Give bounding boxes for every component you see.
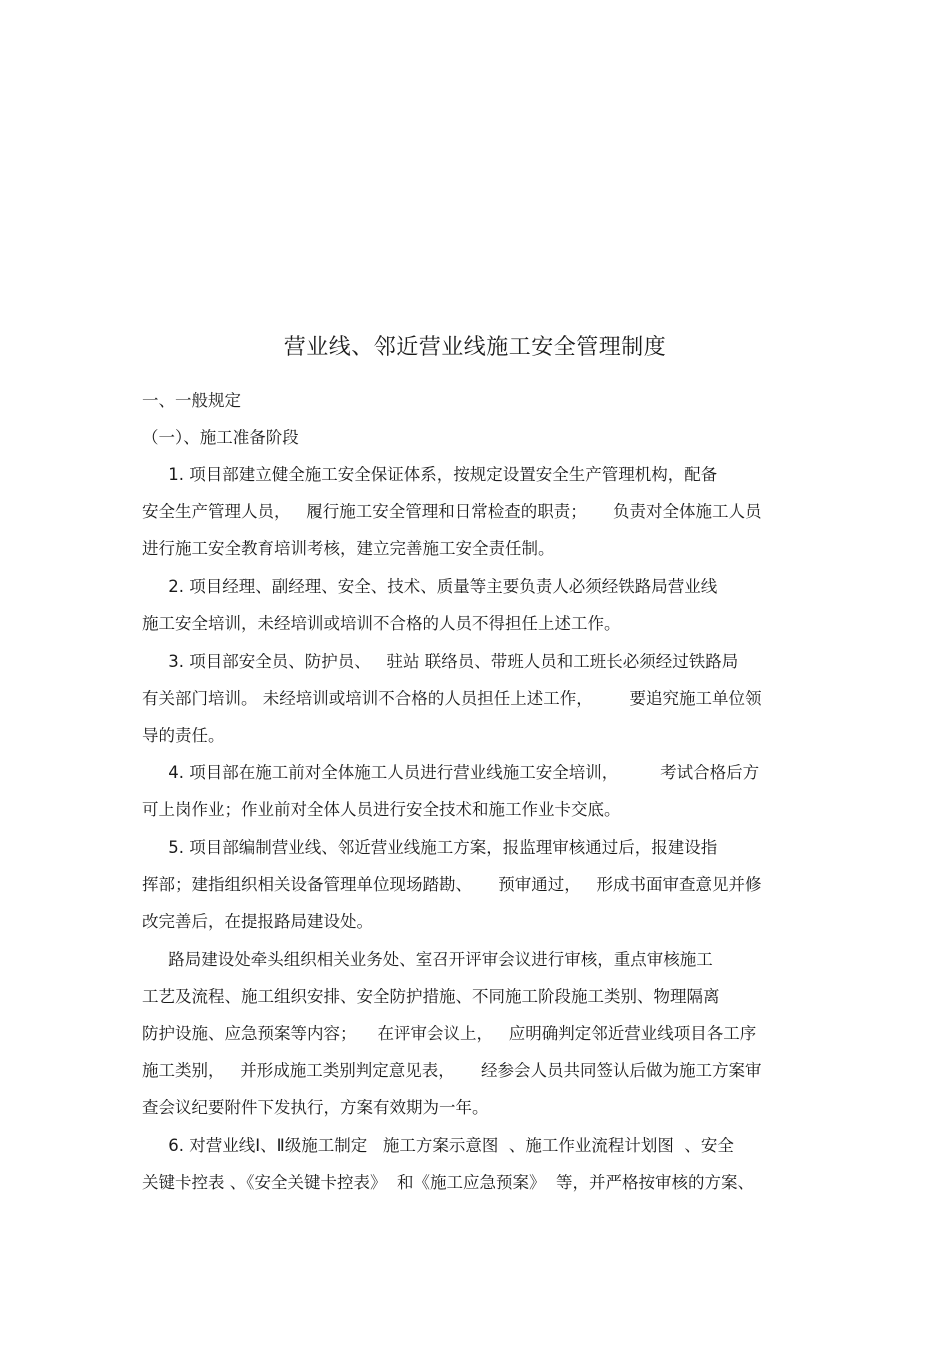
paragraph-line: 1. 项目部建立健全施工安全保证体系，按规定设置安全生产管理机构，配备 — [142, 465, 718, 484]
paragraph-line: 4. 项目部在施工前对全体施工人员进行营业线施工安全培训， 考试合格后方 — [142, 763, 760, 782]
document-title: 营业线、邻近营业线施工安全管理制度 — [283, 335, 667, 360]
paragraph-line: 查会议纪要附件下发执行，方案有效期为一年。 — [142, 1098, 489, 1117]
paragraph-line: 6. 对营业线Ⅰ、Ⅱ级施工制定 施工方案示意图 、施工作业流程计划图 、安全 — [142, 1136, 734, 1155]
subsection-heading: （一）、施工准备阶段 — [142, 428, 299, 447]
paragraph-line: 防护设施、应急预案等内容； 在评审会议上， 应明确判定邻近营业线项目各工序 — [142, 1024, 757, 1043]
paragraph-line: 进行施工安全教育培训考核，建立完善施工安全责任制。 — [142, 539, 555, 558]
paragraph-line: 可上岗作业；作业前对全体人员进行安全技术和施工作业卡交底。 — [142, 800, 621, 819]
paragraph-line: 工艺及流程、施工组织安排、安全防护措施、不同施工阶段施工类别、物理隔离 — [142, 987, 720, 1006]
paragraph-line: 3. 项目部安全员、防护员、 驻站 联络员、带班人员和工班长必须经过铁路局 — [142, 652, 739, 671]
paragraph-line: 关键卡控表 、《安全关键卡控表》 和《施工应急预案》 等，并严格按审核的方案、 — [142, 1173, 754, 1192]
paragraph-line: 路局建设处牵头组织相关业务处、室召开评审会议进行审核，重点审核施工 — [142, 950, 713, 969]
section-heading: 一、一般规定 — [142, 391, 241, 410]
paragraph-line: 2. 项目经理、副经理、安全、技术、质量等主要负责人必须经铁路局营业线 — [142, 577, 718, 596]
paragraph-line: 施工类别， 并形成施工类别判定意见表， 经参会人员共同签认后做为施工方案审 — [142, 1061, 762, 1080]
paragraph-line: 导的责任。 — [142, 726, 225, 745]
paragraph-line: 有关部门培训。 未经培训或培训不合格的人员担任上述工作， 要追究施工单位领 — [142, 689, 762, 708]
paragraph-line: 改完善后，在提报路局建设处。 — [142, 912, 373, 931]
paragraph-line: 挥部；建指组织相关设备管理单位现场踏勘、 预审通过， 形成书面审查意见并修 — [142, 875, 762, 894]
paragraph-line: 5. 项目部编制营业线、邻近营业线施工方案，报监理审核通过后，报建设指 — [142, 838, 718, 857]
paragraph-line: 安全生产管理人员， 履行施工安全管理和日常检查的职责； 负责对全体施工人员 — [142, 502, 762, 521]
paragraph-line: 施工安全培训，未经培训或培训不合格的人员不得担任上述工作。 — [142, 614, 621, 633]
